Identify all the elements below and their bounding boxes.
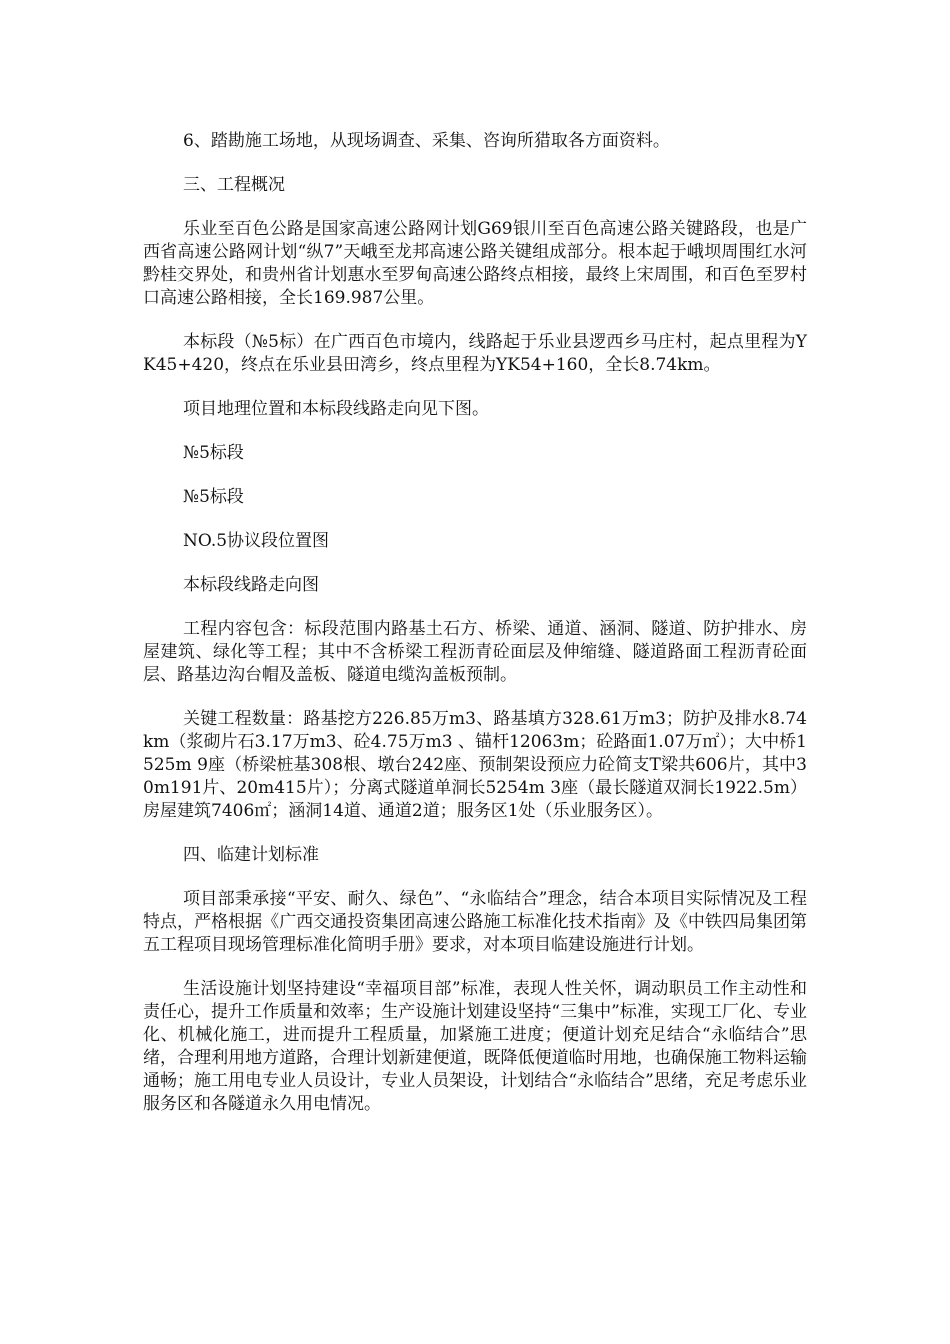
figure-label-1: №5标段: [183, 443, 244, 463]
figure-caption-route: 本标段线路走向图: [183, 575, 319, 595]
figure-caption-map: NO.5协议段位置图: [183, 531, 330, 551]
figure-label-2: №5标段: [183, 487, 244, 507]
section-heading-overview: 三、工程概况: [183, 175, 285, 195]
paragraph-route-intro: 乐业至百色公路是国家高速公路网计划G69银川至百色高速公路关键路段，也是广西省高速公路网计划“纵7”天峨至龙邦高速公路关键组成部分。根本起于峨坝周围红水河黔桂交界处，和贵州省计划惠水至罗甸高速公路终点相接，最终上宋周围，和百色至罗村口高速公路相接，全长169.987公里。: [143, 219, 807, 308]
paragraph-location: 项目地理位置和本标段线路走向见下图。: [183, 399, 489, 419]
paragraph-quantities: 关键工程数量：路基挖方226.85万m3、路基填方328.61万m3；防护及排水8.74km（浆砌片石3.17万m3、砼4.75万m3 、锚杆12063m；砼路面1.07万㎡）；大中桥1525m 9座（桥梁桩基308根、墩台242座、预制架设预应力砼简支T梁共606片，其中30m191片、20m415片）；分离式隧道单洞长5254m 3座（最长隧道双洞长1922.5m）房屋建筑7406㎡；涵洞14道、通道2道；服务区1处（乐业服务区）。: [143, 709, 807, 821]
paragraph-philosophy: 项目部秉承接“平安、耐久、绿色”、“永临结合”理念，结合本项目实际情况及工程特点，严格根据《广西交通投资集团高速公路施工标准化技术指南》及《中铁四局集团第五工程项目现场管理标准化简明手册》要求，对本项目临建设施进行计划。: [143, 889, 807, 955]
paragraph-scope: 工程内容包含：标段范围内路基土石方、桥梁、通道、涵洞、隧道、防护排水、房屋建筑、绿化等工程；其中不含桥梁工程沥青砼面层及伸缩缝、隧道路面工程沥青砼面层、路基边沟台帽及盖板、隧道电缆沟盖板预制。: [143, 619, 807, 685]
paragraph-facilities: 生活设施计划坚持建设“幸福项目部”标准，表现人性关怀，调动职员工作主动性和责任心，提升工作质量和效率；生产设施计划建设坚持“三集中”标准，实现工厂化、专业化、机械化施工，进而提升工程质量，加紧施工进度；便道计划充足结合“永临结合”思绪，合理利用地方道路，合理计划新建便道，既降低便道临时用地，也确保施工物料运输通畅；施工用电专业人员设计，专业人员架设，计划结合“永临结合”思绪，充足考虑乐业服务区和各隧道永久用电情况。: [143, 979, 807, 1114]
document-body: [143, 130, 807, 1137]
paragraph-survey: 6、踏勘施工场地，从现场调查、采集、咨询所猎取各方面资料。: [183, 131, 670, 151]
paragraph-section: 本标段（№5标）在广西百色市境内，线路起于乐业县逻西乡马庄村，起点里程为YK45+420，终点在乐业县田湾乡，终点里程为YK54+160，全长8.74km。: [143, 332, 807, 375]
section-heading-standard: 四、临建计划标准: [183, 845, 319, 865]
